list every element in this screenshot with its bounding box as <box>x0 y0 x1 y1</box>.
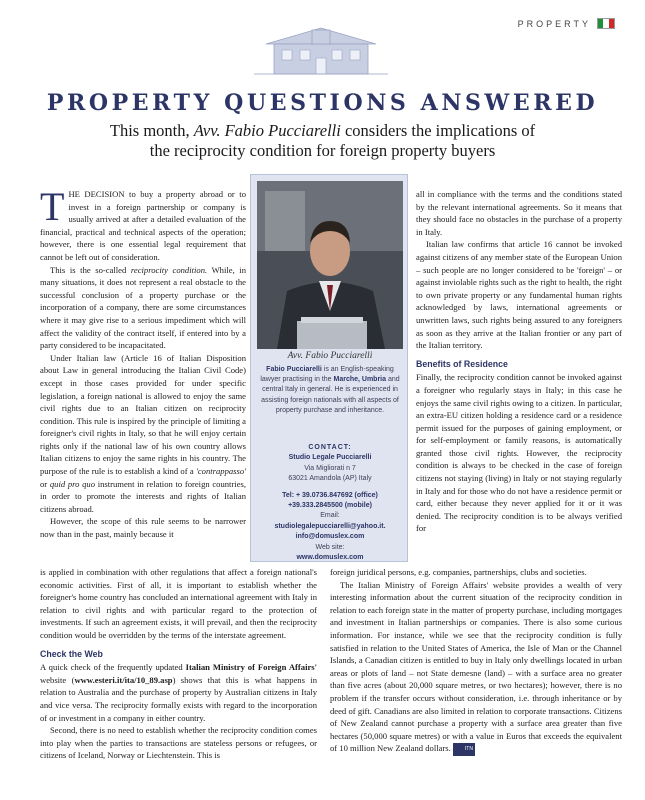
column-bottom-left <box>40 566 317 762</box>
phone-office: Tel: + 39.0736.847692 (office) <box>282 491 378 499</box>
p2-text-b: While, in many situations, it does not represent a real obstacle to the successful conclusion of a property purchase or the incorporation of a company, there are some circumstances where it may give rise to a serious impediment which will affect the validity of the contract itself, if entered into by a party considered to be incapacitated. <box>40 264 246 351</box>
phone-mobile: +39.333.2845500 (mobile) <box>288 502 372 510</box>
paragraph-6: Second, there is no need to establish whether the reciprocity condition comes into play when the parties to transactions are stateless persons or refugees, or citizens of Iceland, Norway or Liechtenstein. This is <box>40 725 317 761</box>
end-mark-icon: ITN <box>453 743 475 756</box>
subtitle-after: considers the implications of <box>340 121 536 140</box>
p3-mid: or <box>40 478 50 489</box>
column-bottom-right <box>330 566 622 756</box>
p3-term2: quid pro quo <box>49 478 96 489</box>
p5-text-b: ) shows that this is what happens in relation to Australia and the purchase of property by Australian citizens in Italy and vice versa. The reciprocity formally exists with regard to the incorporation of or investment in a company in either country. <box>40 674 317 723</box>
address-line-2: 63021 Amandola (AP) Italy <box>288 475 372 483</box>
subtitle-before: This month, <box>109 121 194 140</box>
paragraph-5 <box>40 661 317 724</box>
column-left <box>40 184 247 541</box>
bio-name: Fabio Pucciarelli <box>266 366 322 373</box>
p5-mid: website ( <box>40 674 75 685</box>
p3-term1: 'contrappasso' <box>196 466 246 477</box>
paragraph-r1: all in compliance with the terms and the conditions stated by the relevant international agreements. So it means that they should face no obstacles in the purchase of a property in Italy. <box>416 189 622 237</box>
author-bio <box>259 365 401 416</box>
heading-benefits: Benefits of Residence <box>416 358 508 369</box>
italian-flag-icon <box>597 18 615 29</box>
p5-url[interactable]: www.esteri.it/ita/10_89.asp <box>74 674 173 685</box>
subtitle <box>0 121 645 161</box>
page-title: PROPERTY QUESTIONS ANSWERED <box>46 90 599 116</box>
contact-block <box>257 443 403 563</box>
p3-text-a: Under Italian law (Article 16 of Italian Disposition about Law in general introducing the Italian Civil Code) except in those cases provided for under specific legislation, a foreign national is allowed to enjoy the same civil rights due to an Italian citizen on reciprocity condition. This rule is inspired by the principle of limiting a foreigner's civil rights in Italy, so that he will enjoy certain rights only if the national law of his own country allows Italian citizens to enjoy the same rights in his country. The purpose of the rule is to establish a kind of a <box>40 352 246 477</box>
paragraph-r2: Italian law confirms that article 16 cannot be invoked against citizens of any member state of the European Union – such people are no longer considered to be 'foreign' – or against inviolable rights such as the right to health, the right to own private property or any fundamental human rights acknowledged by laws, international agreements or unwritten laws, such rights being assured to any foreigners as soon as they arrive at the Italian frontier or any part of the Italian territory. <box>416 239 622 351</box>
bio-regions: Marche, Umbria <box>333 376 387 384</box>
paragraph-2 <box>40 264 246 352</box>
paragraph-r3-top: Finally, the reciprocity condition cannot be invoked against a foreigner who regularly stays in Italy; in this case he enjoys the same civil rights owing to a citizen. In particular, an extra-EU citizen holding a residence card or a residence permit issued for the purposes of gaining employment, or for self-employment or family reasons, is automatically granted those civil rights. However, the reciprocity condition is always to be checked in the case of foreign citizens not staying (living) in Italy or not staying regularly in Italy and for those who do not have a residence permit or card, either because they never applied for it or it was denied. The reciprocity condition is to be always verified for <box>416 372 622 534</box>
address-line-1: Via Migliorati n 7 <box>304 464 356 472</box>
website-link[interactable]: www.domuslex.com <box>296 554 364 562</box>
email-secondary[interactable]: info@domuslex.com <box>295 533 365 541</box>
website-label: Web site: <box>315 543 345 551</box>
author-photo <box>257 181 403 349</box>
subtitle-author: Avv. Fabio Pucciarelli <box>193 121 341 140</box>
drop-cap: T <box>40 184 65 229</box>
p1-text: HE DECISION to buy a property abroad or to invest in a foreign partnership or company is usually arrived at after a detailed evaluation of the financial, practical and technical aspects of the operation; however, there is one essential legal requirement that cannot be left out of consideration. <box>40 189 246 262</box>
section-header <box>518 18 615 29</box>
paragraph-r3-rest: foreign juridical persons, e.g. companies, partnerships, clubs and societies. <box>330 567 587 577</box>
paragraph-1 <box>40 184 246 264</box>
bio-text-a: is an English-speaking lawyer practising in the <box>260 366 394 384</box>
p5-ministry: Italian Ministry of Foreign Affairs' <box>185 662 318 673</box>
email-primary[interactable]: studiolegalepucciarelli@yahoo.it. <box>274 522 386 530</box>
p5-text-a: A quick check of the frequently updated <box>40 662 186 673</box>
subtitle-line2: the reciprocity condition for foreign property buyers <box>149 141 496 160</box>
contact-label: CONTACT: <box>308 444 352 451</box>
paragraph-r4 <box>330 579 622 756</box>
bio-text-b: and central Italy in general. He is experienced in assisting foreign nationals with all aspects of property purchase and inheritance. <box>261 376 400 414</box>
heading-check-web: Check the Web <box>40 648 103 659</box>
section-label: PROPERTY <box>517 18 591 29</box>
house-illustration <box>246 24 396 78</box>
author-profile-box <box>250 174 408 562</box>
column-right <box>416 188 622 535</box>
p3-text-b: instrument in relation to foreign countries, in order to promote the interests and rights of Italian citizens abroad. <box>40 478 247 514</box>
firm-name: Studio Legale Pucciarelli <box>288 454 372 462</box>
paragraph-4-rest: is applied in combination with other regulations that affect a foreign national's economic activities. First of all, it is important to establish whether the foreigner's home country has concluded an international agreement with Italy in relation to civil rights and with particular regard to the protection of investments. If such an agreement exists, it will prevail, and then the reciprocity condition would be overridden by the terms of the interstate agreement. <box>40 567 317 640</box>
paragraph-4-top: However, the scope of this rule seems to be narrower now than in the past, mainly because it <box>40 516 246 540</box>
paragraph-3 <box>40 352 246 516</box>
r4-text: The Italian Ministry of Foreign Affairs' website provides a wealth of very interesting information about the current situation of the reciprocity condition in relation to each foreign state in the matter of property purchase, including mortgages and investment in Italian partnerships or companies. There is also some curious information. For instance, while we see that the reciprocity condition is fully satisfied in relation to the United States of America, the Isle of Man or the Channel Islands, a Canadian citizen is entitled to buy in Italy only dwellings located in urban areas or plots of land – not State demesne (land) – with a surface area no greater than five acres (about 20,000 square metres, or two hectares); however, there is no problem if the transfer occurs without consideration, i.e. through inheritance or by deed of gift. Canadians are also limited in relation to corporate transactions. Citizens of New Zealand cannot purchase a property with a surface area greater than five hectares (50,000 square metres) or with a value in Euros that exceeds the equivalent of 10 million New Zealand dollars. <box>330 579 622 754</box>
p2-term: reciprocity condition. <box>130 264 208 275</box>
photo-caption: Avv. Fabio Pucciarelli <box>287 351 373 361</box>
email-label: Email: <box>320 512 340 520</box>
p2-text-a: This is the so-called <box>50 264 131 275</box>
